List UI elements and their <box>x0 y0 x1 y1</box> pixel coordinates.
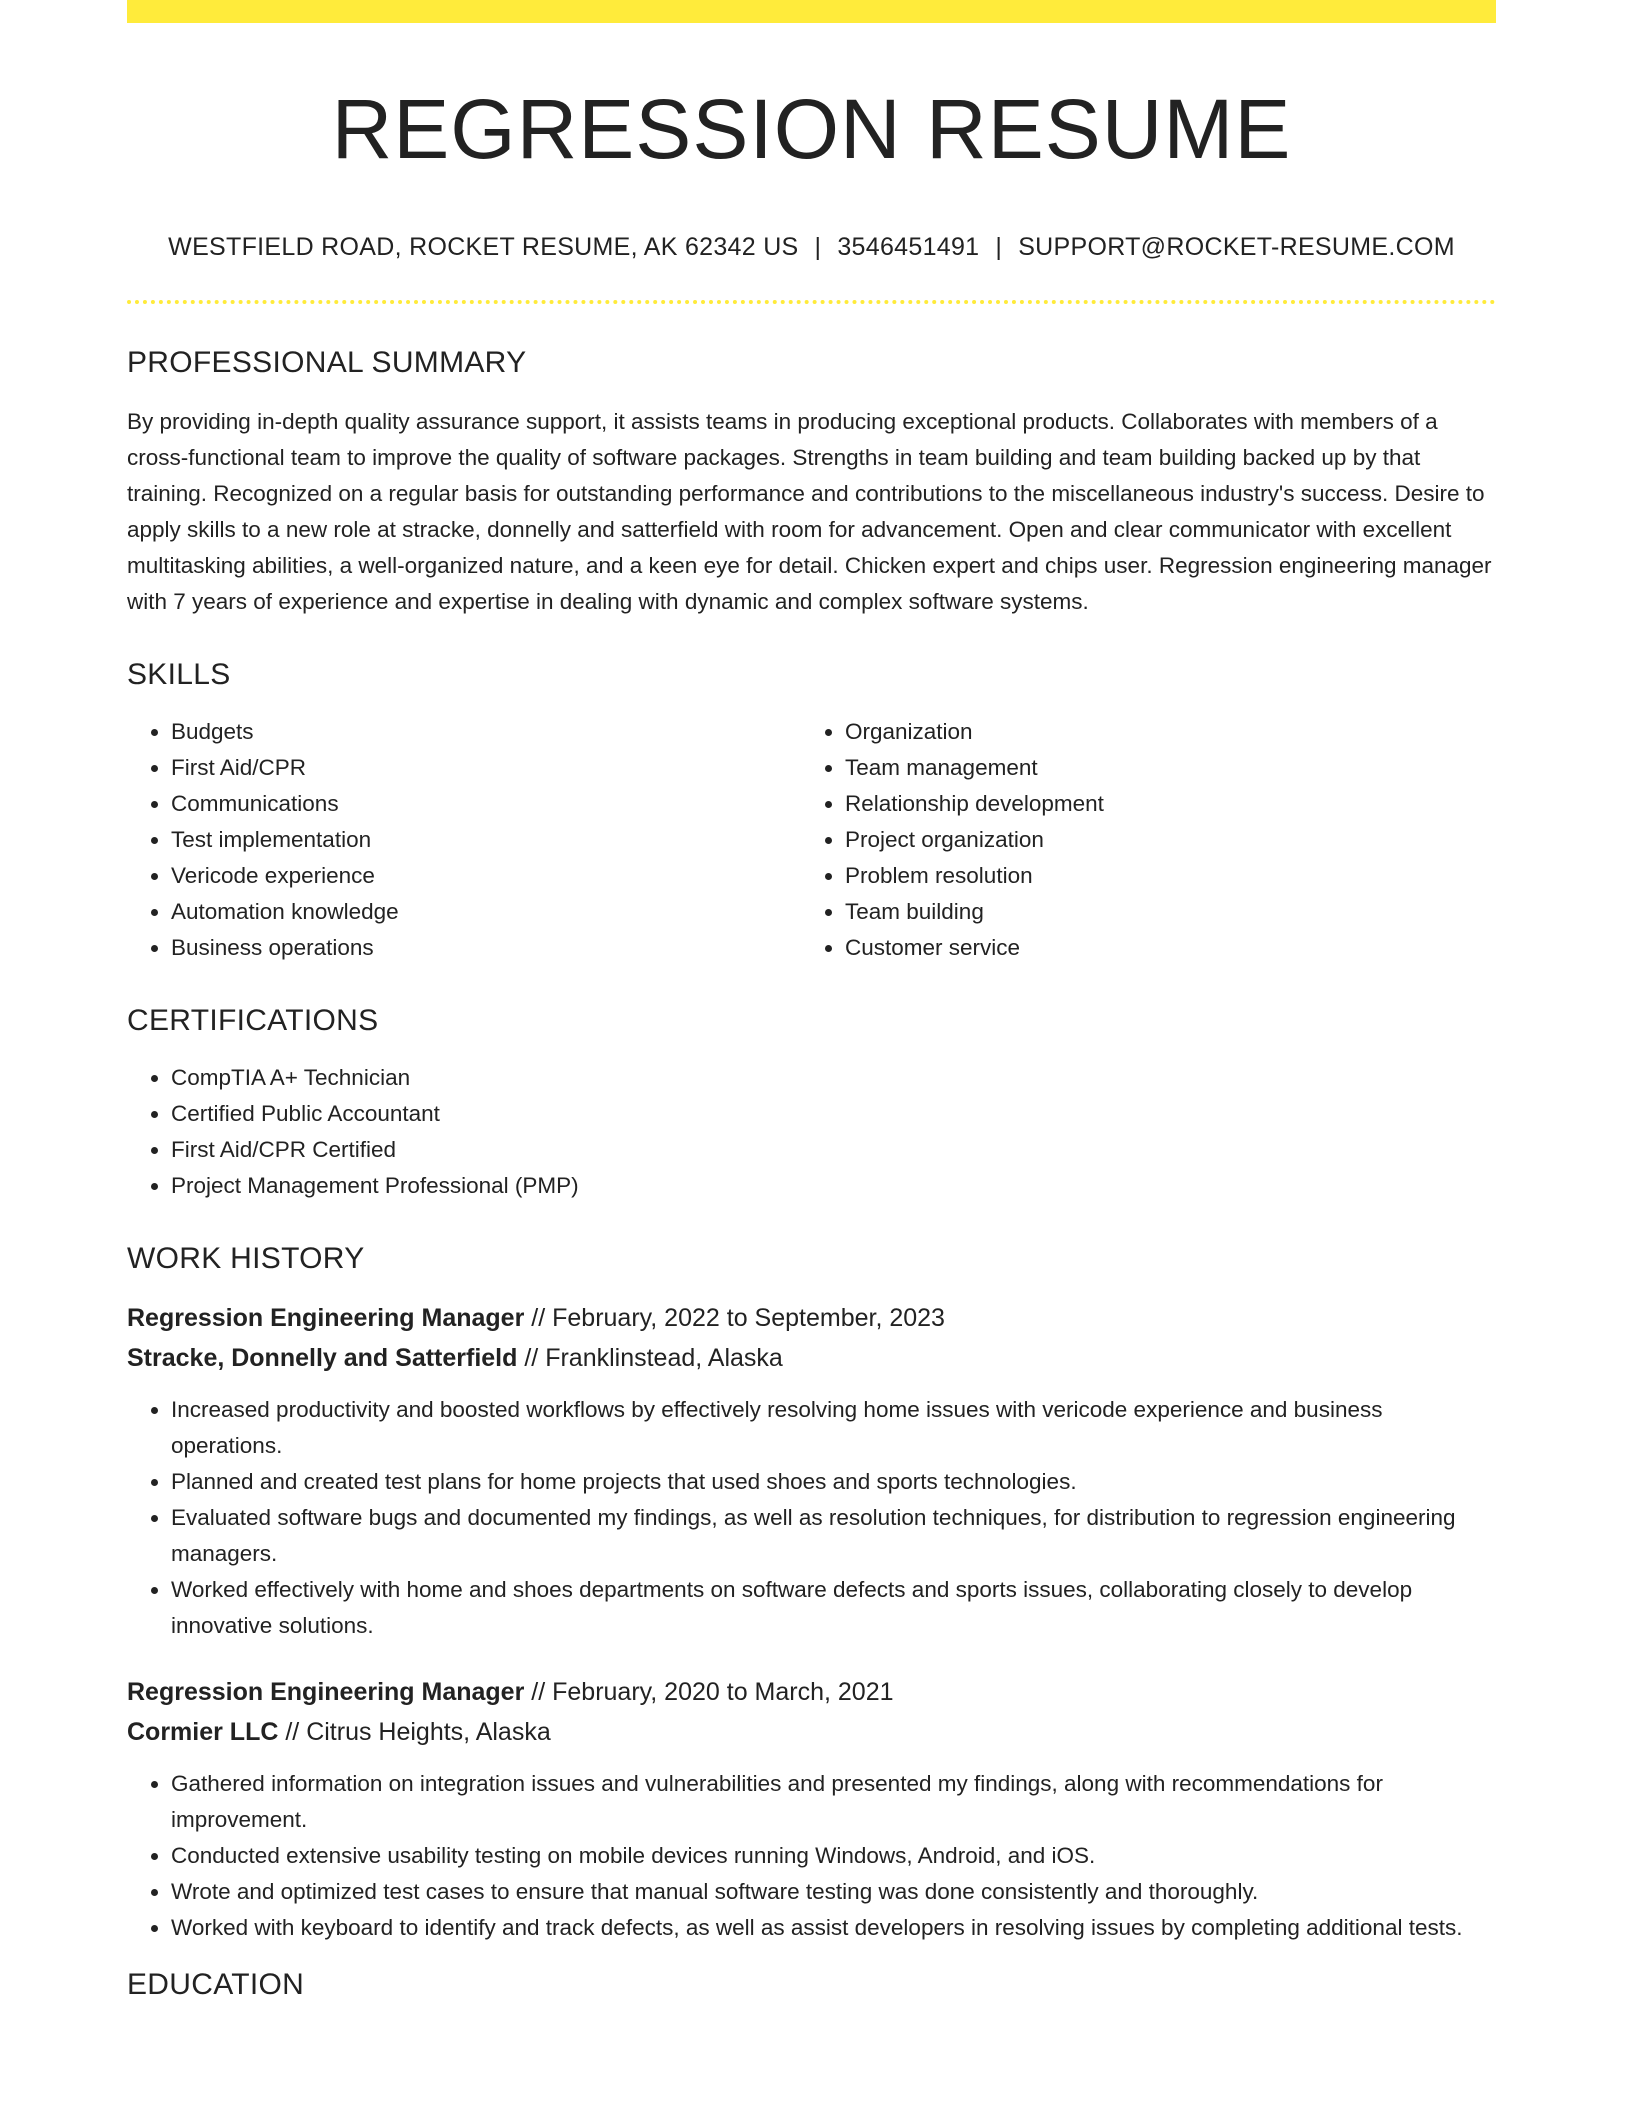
job-company-line <box>127 1338 1496 1378</box>
list-item: • Project organization <box>845 822 1485 858</box>
job-role: Regression Engineering Manager <box>127 1678 525 1707</box>
resume-page <box>127 0 1496 2002</box>
list-item: • Conducted extensive usability testing on mobile devices running Windows, Android, and iOS. <box>171 1838 1496 1874</box>
job-dates: // February, 2020 to March, 2021 <box>524 1678 894 1707</box>
list-item: • First Aid/CPR Certified <box>171 1132 1496 1168</box>
job-location: // Citrus Heights, Alaska <box>278 1718 551 1747</box>
list-item: • Customer service <box>845 930 1485 966</box>
summary-text: By providing in-depth quality assurance support, it assists teams in producing exceptional products. Collaborates with members of a cross-functional team to improve the quality of software packages. Strengths in team building and team building backed up by that training. Recognized on a regular basis for outstanding performance and contributions to the miscellaneous industry's success. Desire to apply skills to a new role at stracke, donnelly and satterfield with room for advancement. Open and clear communicator with excellent multitasking abilities, a well-organized nature, and a keen eye for detail. Chicken expert and chips user. Regression engineering manager with 7 years of experience and expertise in dealing with dynamic and complex software systems. <box>127 409 1492 615</box>
list-item: • Organization <box>845 714 1485 750</box>
list-item: • Business operations <box>171 930 801 966</box>
list-item: • Team management <box>845 750 1485 786</box>
job-company: Stracke, Donnelly and Satterfield <box>127 1344 518 1373</box>
contact-separator: | <box>995 233 1003 262</box>
list-item: • Communications <box>171 786 801 822</box>
job-entry <box>127 1298 1496 1644</box>
list-item: • Budgets <box>171 714 801 750</box>
list-item: • Worked with keyboard to identify and track defects, as well as assist developers in resolving issues by completing additional tests. <box>171 1910 1496 1946</box>
skills-heading: SKILLS <box>127 658 231 692</box>
list-item: • Team building <box>845 894 1485 930</box>
resume-name: REGRESSION RESUME <box>331 82 1292 176</box>
job-title-line <box>127 1672 1496 1712</box>
job-role: Regression Engineering Manager <box>127 1304 525 1333</box>
job-dates: // February, 2022 to September, 2023 <box>524 1304 945 1333</box>
list-item: • Problem resolution <box>845 858 1485 894</box>
job-company-line <box>127 1712 1496 1752</box>
list-item: • Increased productivity and boosted workflows by effectively resolving home issues with vericode experience and business operations. <box>171 1392 1496 1464</box>
top-accent-bar <box>127 0 1496 23</box>
list-item: • CompTIA A+ Technician <box>171 1060 1496 1096</box>
job-company: Cormier LLC <box>127 1718 279 1747</box>
contact-phone: 3546451491 <box>837 233 980 262</box>
job-location: // Franklinstead, Alaska <box>517 1344 783 1373</box>
certifications-heading: CERTIFICATIONS <box>127 1004 379 1038</box>
job-bullets <box>127 1766 1496 1946</box>
skills-column-right <box>801 714 1485 966</box>
work-history-heading: WORK HISTORY <box>127 1242 365 1276</box>
list-item: • First Aid/CPR <box>171 750 801 786</box>
job-title-line <box>127 1298 1496 1338</box>
header-divider <box>127 300 1496 304</box>
list-item: • Project Management Professional (PMP) <box>171 1168 1496 1204</box>
list-item: • Relationship development <box>845 786 1485 822</box>
list-item: • Automation knowledge <box>171 894 801 930</box>
list-item: • Test implementation <box>171 822 801 858</box>
summary-heading: PROFESSIONAL SUMMARY <box>127 346 527 380</box>
skills-list <box>127 714 1496 966</box>
job-bullets <box>127 1392 1496 1644</box>
contact-address: WESTFIELD ROAD, ROCKET RESUME, AK 62342 US <box>168 233 799 262</box>
list-item: • Gathered information on integration issues and vulnerabilities and presented my findings, along with recommendations for improvement. <box>171 1766 1496 1838</box>
list-item: • Certified Public Accountant <box>171 1096 1496 1132</box>
contact-line <box>127 233 1496 262</box>
certifications-list <box>127 1060 1496 1204</box>
list-item: • Vericode experience <box>171 858 801 894</box>
list-item: • Planned and created test plans for home projects that used shoes and sports technologies. <box>171 1464 1496 1500</box>
list-item: • Evaluated software bugs and documented my findings, as well as resolution techniques, for distribution to regression engineering managers. <box>171 1500 1496 1572</box>
job-entry <box>127 1672 1496 1946</box>
contact-separator: | <box>814 233 822 262</box>
contact-email: SUPPORT@ROCKET-RESUME.COM <box>1018 233 1455 262</box>
skills-column-left <box>127 714 801 966</box>
list-item: • Wrote and optimized test cases to ensure that manual software testing was done consistently and thoroughly. <box>171 1874 1496 1910</box>
list-item: • Worked effectively with home and shoes departments on software defects and sports issues, collaborating closely to develop innovative solutions. <box>171 1572 1496 1644</box>
education-heading: EDUCATION <box>127 1968 305 2002</box>
